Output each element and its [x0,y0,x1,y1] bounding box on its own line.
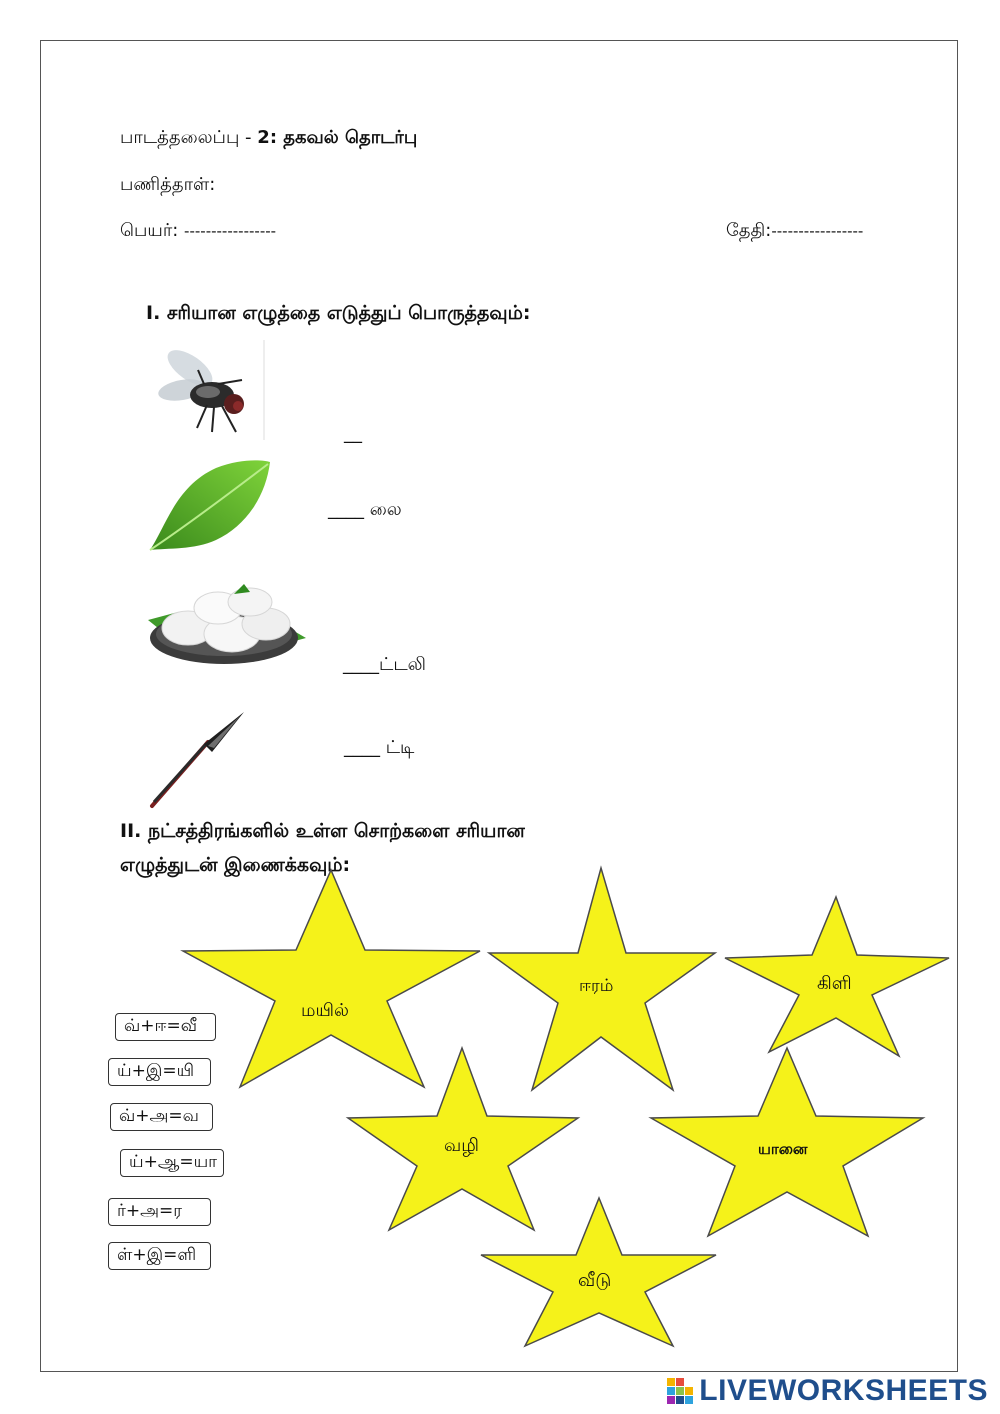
name-label: பெயர்: [120,220,179,241]
topic-label: பாடத்தலைப்பு - [120,127,252,148]
blank-2[interactable] [328,499,402,522]
liveworksheets-logo-icon [667,1378,693,1404]
brand-name: LIVEWORKSHEETS [699,1374,988,1407]
blank-4[interactable] [344,737,414,760]
liveworksheets-logo [667,1374,988,1408]
date-field[interactable]: ----------------- [771,222,864,240]
spear-image [146,708,250,810]
blank-2-line[interactable]: ____ [328,499,364,520]
date-label: தேதி: [726,220,772,241]
name-line [120,220,276,243]
topic-line [120,127,417,150]
topic-value: 2: தகவல் தொடர்பு [257,127,418,148]
fly-image [152,340,267,440]
blank-4-line[interactable]: ____ [344,737,380,758]
blank-4-suffix: ட்டி [385,737,415,758]
star-label-kili: கிளி [817,973,852,994]
blank-1-line[interactable]: __ [344,423,362,444]
name-field[interactable]: ----------------- [184,222,277,240]
blank-2-suffix: லை [369,499,402,520]
section1-title: I. சரியான எழுத்தை எடுத்துப் பொருத்தவும்: [146,302,531,324]
section2-title-line2: எழுத்துடன் இணைக்கவும்: [120,854,351,876]
equation-box-3[interactable]: வ்+அ=வ [110,1103,213,1131]
date-line [726,220,863,243]
star-label-mayil: மயில் [301,1000,349,1021]
star-label-eeram: ஈரம் [579,976,614,996]
star-label-vazhi: வழி [444,1135,479,1156]
star-label-yaanai: யானை [758,1140,808,1158]
blank-3-suffix: ட்டலி [379,654,426,675]
leaf-image [146,456,276,554]
blank-3-line[interactable]: ____ [343,654,379,675]
blank-1[interactable] [344,423,362,444]
equation-box-5[interactable]: ர்+அ=ர [108,1198,211,1226]
equation-box-1[interactable]: வ்+ஈ=வீ [115,1013,216,1041]
equation-box-4[interactable]: ய்+ஆ=யா [120,1149,224,1177]
blank-3[interactable] [343,654,426,677]
section2-title-line1: II. நட்சத்திரங்களில் உள்ள சொற்களை சரியான [120,820,525,842]
equation-box-2[interactable]: ய்+இ=யி [108,1058,211,1086]
idli-image [148,576,306,672]
star-label-veedu: வீடு [578,1270,612,1291]
teacher-label: பணித்தாள்: [120,174,216,195]
equation-box-6[interactable]: ள்+இ=ளி [108,1242,211,1270]
